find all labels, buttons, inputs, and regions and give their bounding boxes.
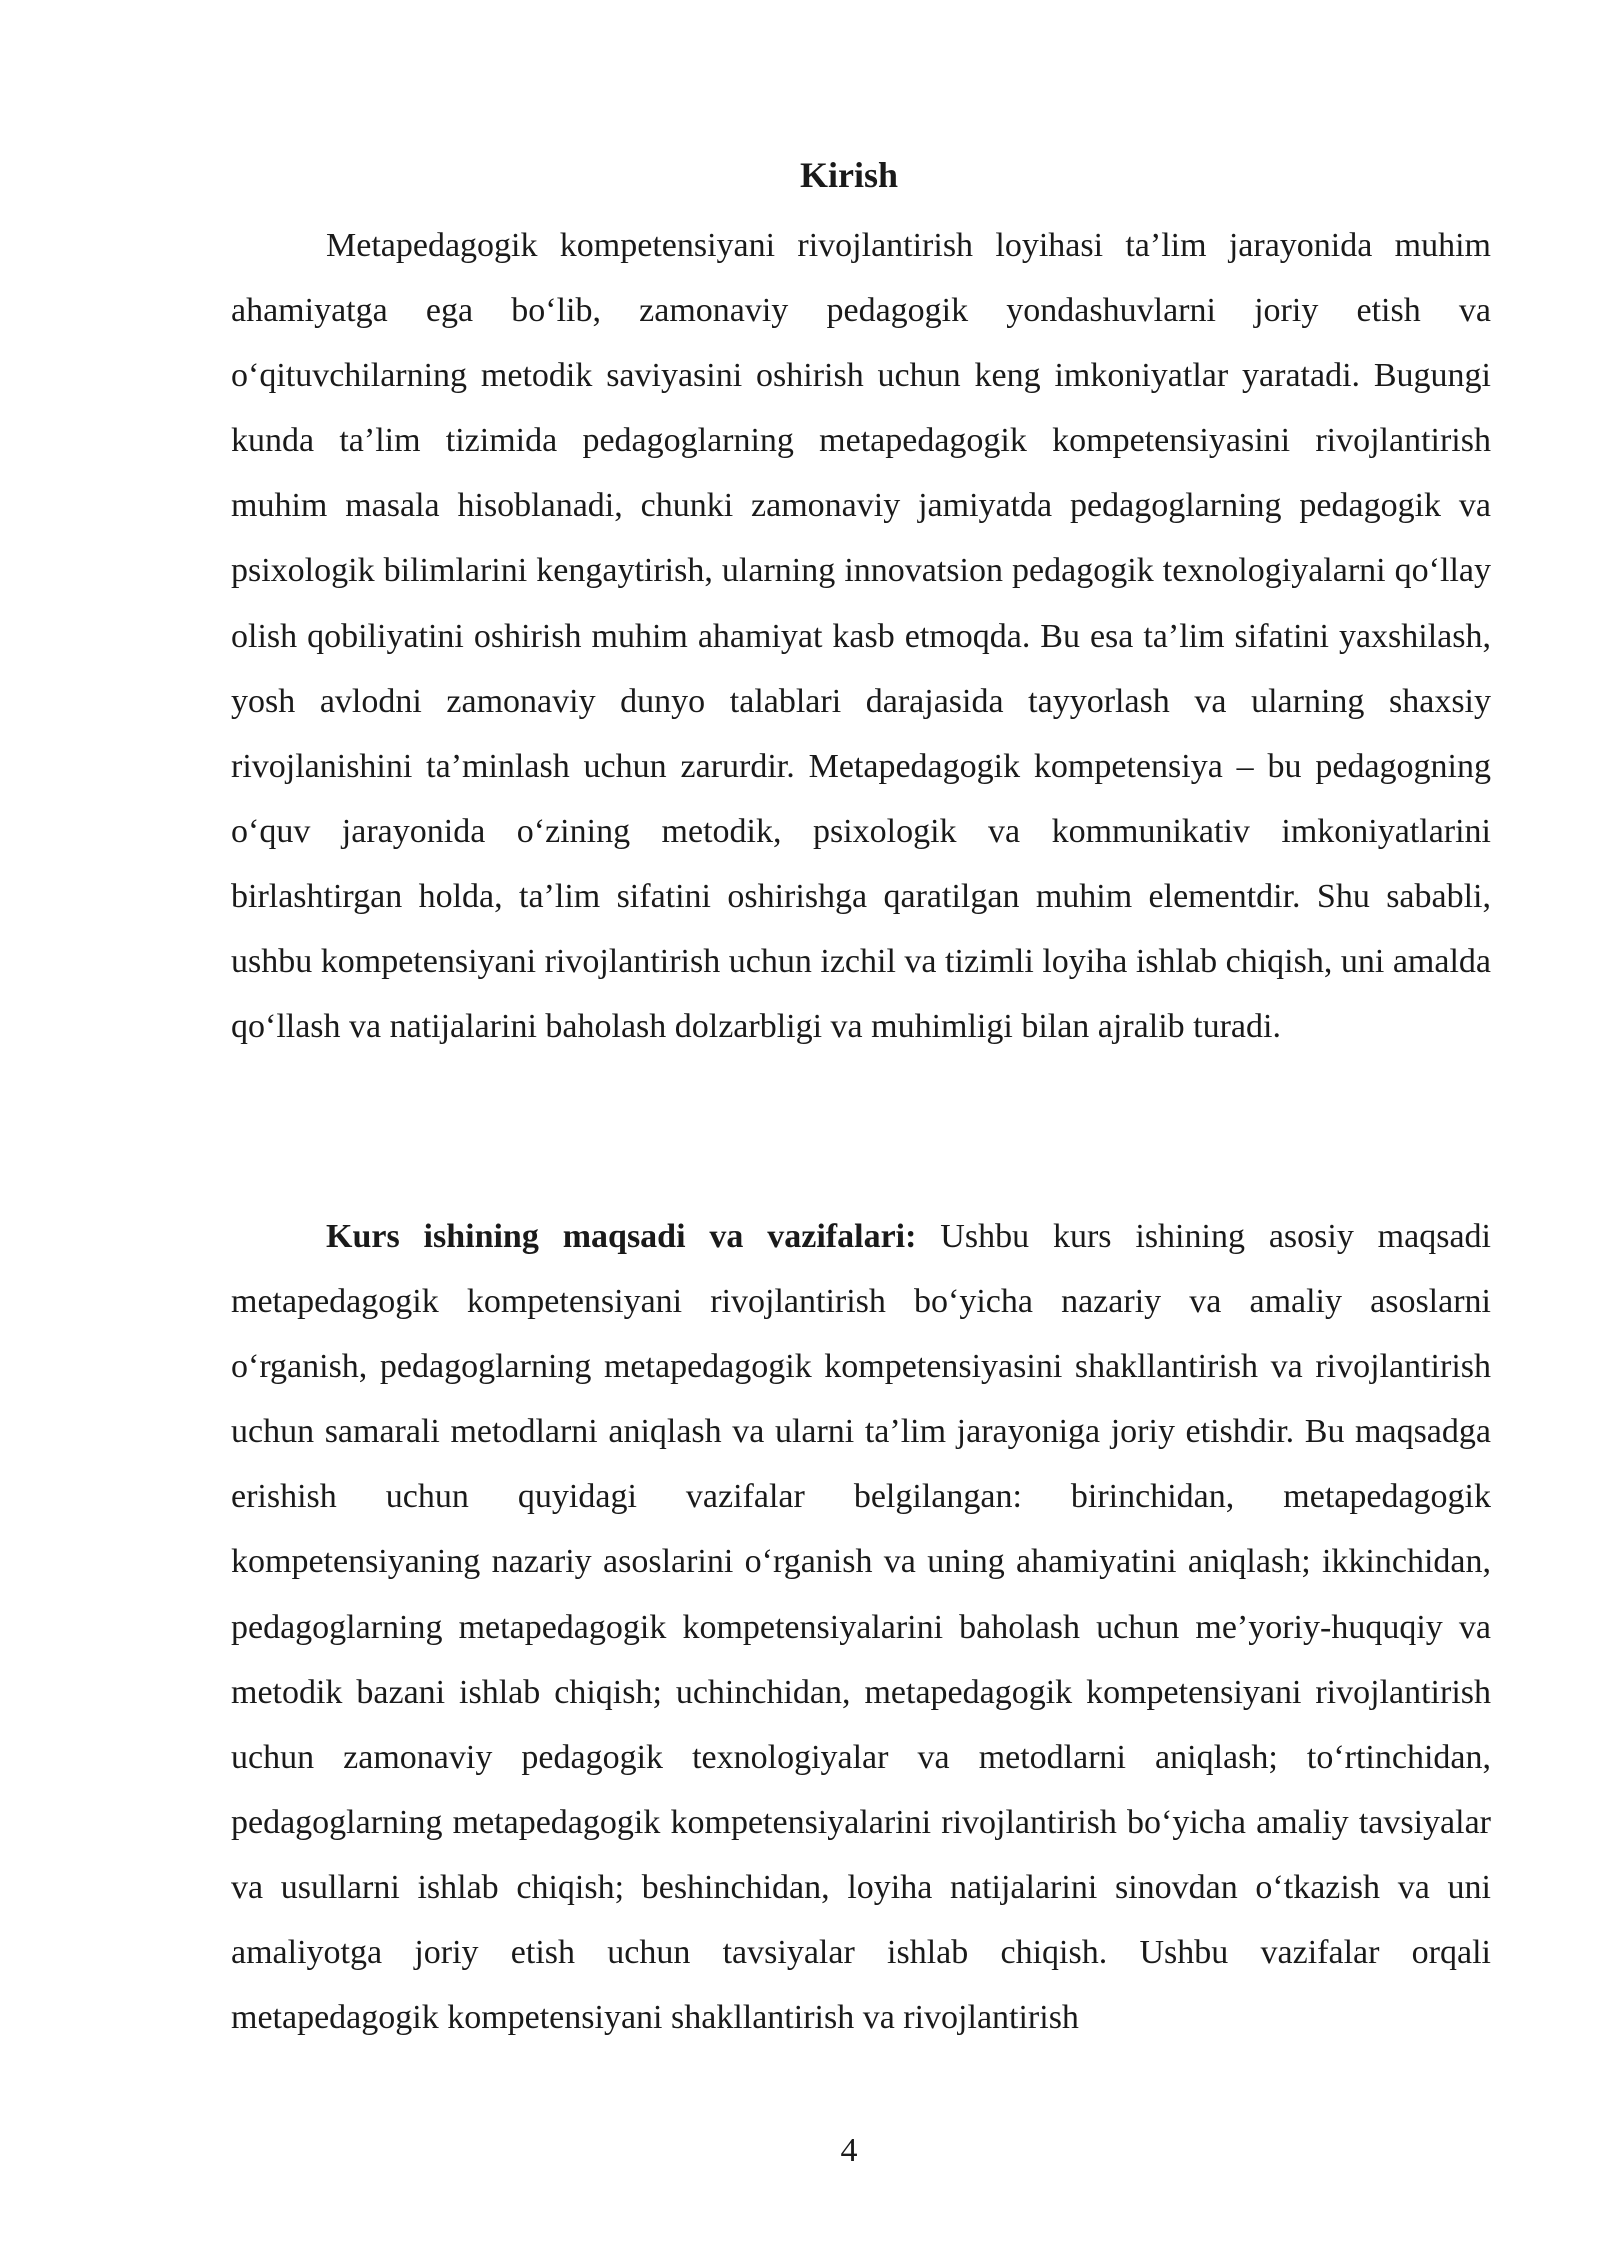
goals-paragraph (231, 1204, 1491, 2050)
intro-paragraph: Metapedagogik kompetensiyani rivojlantirish loyihasi ta’lim jarayonida muhim ahamiyatga ega bo‘lib, zamonaviy pedagogik yondashuvlarni joriy etish va o‘qituvchilarning metodik saviyasini oshirish uchun keng imkoniyatlar yaratadi. Bugungi kunda ta’lim tizimida pedagoglarning metapedagogik kompetensiyasini rivojlantirish muhim masala hisoblanadi, chunki zamonaviy jamiyatda pedagoglarning pedagogik va psixologik bilimlarini kengaytirish, ularning innovatsion pedagogik texnologiyalarni qo‘llay olish qobiliyatini oshirish muhim ahamiyat kasb etmoqda. Bu esa ta’lim sifatini yaxshilash, yosh avlodni zamonaviy dunyo talablari darajasida tayyorlash va ularning shaxsiy rivojlanishini ta’minlash uchun zarurdir. Metapedagogik kompetensiya – bu pedagogning o‘quv jarayonida o‘zining metodik, psixologik va kommunikativ imkoniyatlarini birlashtirgan holda, ta’lim sifatini oshirishga qaratilgan muhim elementdir. Shu sababli, ushbu kompetensiyani rivojlantirish uchun izchil va tizimli loyiha ishlab chiqish, uni amalda qo‘llash va natijalarini baholash dolzarbligi va muhimligi bilan ajralib turadi. (231, 227, 1491, 1046)
section-title: Kirish (799, 155, 898, 195)
goals-paragraph-heading: Kurs ishining maqsadi va vazifalari: (326, 1218, 917, 1255)
page-number: 4 (840, 2132, 858, 2169)
goals-paragraph-body: Ushbu kurs ishining asosiy maqsadi metapedagogik kompetensiyani rivojlantirish bo‘yicha nazariy va amaliy asoslarni o‘rganish, pedagoglarning metapedagogik kompetensiyasini shakllantirish va rivojlantirish uchun samarali metodlarni aniqlash va ularni ta’lim jarayoniga joriy etishdir. Bu maqsadga erishish uchun quyidagi vazifalar belgilangan: birinchidan, metapedagogik kompetensiyaning nazariy asoslarini o‘rganish va uning ahamiyatini aniqlash; ikkinchidan, pedagoglarning metapedagogik kompetensiyalarini baholash uchun me’yoriy-huquqiy va metodik bazani ishlab chiqish; uchinchidan, metapedagogik kompetensiyani rivojlantirish uchun zamonaviy pedagogik texnologiyalar va metodlarni aniqlash; to‘rtinchidan, pedagoglarning metapedagogik kompetensiyalarini rivojlantirish bo‘yicha amaliy tavsiyalar va usullarni ishlab chiqish; beshinchidan, loyiha natijalarini sinovdan o‘tkazish va uni amaliyotga joriy etish uchun tavsiyalar ishlab chiqish. Ushbu vazifalar orqali metapedagogik kompetensiyani shakllantirish va rivojlantirish (231, 1218, 1491, 2037)
